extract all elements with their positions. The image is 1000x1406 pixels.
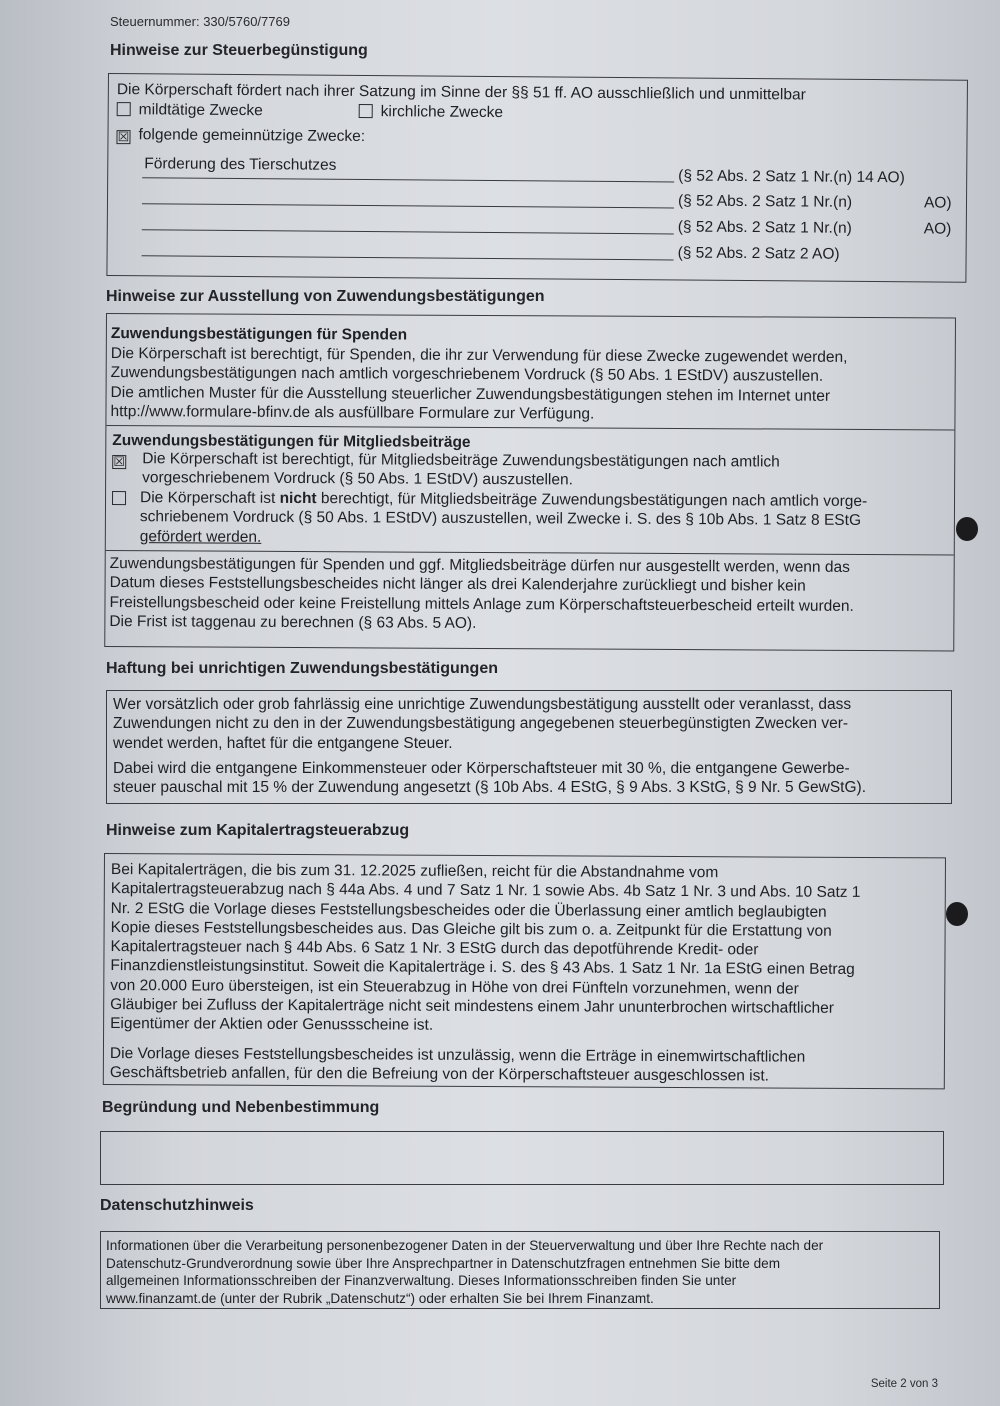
- checkbox-berechtigt[interactable]: ☒: [113, 454, 126, 470]
- kapitalertrag-text-a: [110, 860, 861, 1038]
- checkbox-kirchlich[interactable]: [359, 104, 373, 118]
- section-heading-ausstellung: Hinweise zur Ausstellung von Zuwendungsbestätigungen: [106, 288, 545, 305]
- purpose-text-1: Förderung des Tierschutzes: [144, 155, 337, 174]
- berechtigt-text: [142, 449, 780, 491]
- nicht-berechtigt-text: [140, 488, 867, 550]
- option-kirchlich: [359, 102, 503, 122]
- begruendung-box: [100, 1131, 944, 1185]
- kapitalertrag-box: [103, 853, 946, 1089]
- section-heading-steuerbeguenstigung: Hinweise zur Steuerbegünstigung: [110, 42, 368, 59]
- berechtigt-line: Die Körperschaft ist berechtigt, für Mitgliedsbeiträge Zuwendungsbestätigungen nach amtlich: [142, 450, 780, 471]
- purpose-line-4: [142, 255, 674, 260]
- purpose-ref-2-end: AO): [923, 194, 952, 212]
- mitglied-title: Zuwendungsbestätigungen für Mitgliedsbeiträge: [112, 432, 471, 451]
- datenschutz-line: Datenschutz-Grundverordnung sowie über Ihre Ansprechpartner in Datenschutzfragen entnehmen Sie bitte dem: [106, 1255, 781, 1271]
- frist-line: Die Frist ist taggenau zu berechnen (§ 63 Abs. 5 AO).: [109, 612, 477, 632]
- haftung-text-a: [113, 695, 851, 753]
- spenden-text: [110, 344, 847, 425]
- purpose-ref-2: (§ 52 Abs. 2 Satz 1 Nr.(n): [677, 192, 853, 211]
- option-kirchlich-label: kirchliche Zwecke: [380, 103, 504, 122]
- option-gemeinnuetzig: [116, 125, 365, 146]
- datenschutz-line: Informationen über die Verarbeitung personenbezogener Daten in der Steuerverwaltung und über Ihre Rechte nach der: [106, 1238, 824, 1253]
- haftung-line: Wer vorsätzlich oder grob fahrlässig eine unrichtige Zuwendungsbestätigung ausstellt oder veranlasst, dass: [113, 696, 852, 713]
- nicht-post: berechtigt, für Mitgliedsbeiträge Zuwendungsbestätigungen nach amtlich vorge-: [316, 490, 868, 510]
- datenschutz-box: [100, 1231, 940, 1309]
- haftung-text-b: [113, 759, 866, 798]
- section-heading-datenschutz: Datenschutzhinweis: [100, 1197, 254, 1214]
- purpose-line-1: [142, 177, 674, 182]
- frist-line: Freistellungsbescheid oder keine Freistellung mittels Anlage zum Körperschaftsteuerbescheid erteilt wurden.: [109, 593, 854, 615]
- haftung-line: Dabei wird die entgangene Einkommensteuer oder Körperschaftsteuer mit 30 %, die entgangene Gewerbe-: [113, 760, 850, 777]
- nicht-line: gefördert werden.: [139, 527, 262, 546]
- checkbox-nicht-berechtigt[interactable]: [112, 491, 126, 505]
- purpose-ref-1: (§ 52 Abs. 2 Satz 1 Nr.(n) 14 AO): [678, 167, 905, 187]
- purpose-line-3: [142, 229, 674, 234]
- spenden-line: Die Körperschaft ist berechtigt, für Spenden, die ihr zur Verwendung für diese Zwecke zugewendet werden,: [110, 345, 848, 366]
- divider: [106, 425, 954, 430]
- spenden-line: Zuwendungsbestätigungen nach amtlich vorgeschriebenem Vordruck (§ 50 Abs. 1 EStDV) auszustellen.: [110, 364, 824, 386]
- kapitalertrag-line: Nr. 2 EStG die Vorlage dieses Feststellungsbescheides oder die Überlassung einer amtlich beglaubigten: [110, 899, 827, 921]
- purpose-ref-3-end: AO): [923, 220, 952, 238]
- spenden-link-line[interactable]: http://www.formulare-bfinv.de als ausfüllbare Formulare zur Verfügung.: [110, 402, 595, 423]
- purpose-ref-3: (§ 52 Abs. 2 Satz 1 Nr.(n): [677, 218, 852, 237]
- purpose-line-2: [142, 203, 674, 208]
- purpose-ref-4: (§ 52 Abs. 2 Satz 2 AO): [677, 244, 840, 263]
- tax-number: Steuernummer: 330/5760/7769: [110, 14, 290, 29]
- option-mildtaetig-label: mildtätige Zwecke: [138, 101, 263, 120]
- intro-text: Die Körperschaft fördert nach ihrer Satzung im Sinne der §§ 51 ff. AO ausschließlich und unmittelbar: [116, 81, 806, 104]
- datenschutz-line: allgemeinen Informationsschreiben der Finanzverwaltung. Dieses Informationsschreiben finden Sie unter: [106, 1273, 737, 1288]
- option-mildtaetig: [117, 100, 263, 120]
- kapitalertrag-line: Geschäftsbetrieb anfallen, für den die Befreiung von der Körperschaftsteuer ausgeschlossen ist.: [109, 1064, 770, 1085]
- option-gemeinnuetzig-label: folgende gemeinnützige Zwecke:: [138, 126, 366, 146]
- kapitalertrag-line: von 20.000 Euro übersteigen, ist ein Steuerabzug in Höhe von drei Fünfteln vorzunehmen, wenn der: [110, 976, 799, 998]
- kapitalertrag-text-b: [110, 1044, 805, 1086]
- spenden-title: Zuwendungsbestätigungen für Spenden: [110, 325, 408, 344]
- punch-hole: [956, 517, 978, 541]
- section-heading-begruendung: Begründung und Nebenbestimmung: [102, 1099, 380, 1116]
- frist-line: Zuwendungsbestätigungen für Spenden und ggf. Mitgliedsbeiträge dürfen nur ausgestellt werden, wenn das: [109, 555, 850, 576]
- frist-text: [109, 554, 854, 635]
- kapitalertrag-line: Kopie dieses Feststellungsbescheides aus. Das Gleiche gilt bis zum o. a. Zeitpunkt für die Erstattung von: [110, 918, 832, 940]
- section-heading-haftung: Haftung bei unrichtigen Zuwendungsbestätigungen: [106, 660, 498, 677]
- haftung-line: Zuwendungen nicht zu den in der Zuwendungsbestätigung angegebenen steuerbegünstigten Zwecken ver-: [113, 715, 849, 733]
- datenschutz-line: www.finanzamt.de (unter der Rubrik „Datenschutz“) oder erhalten Sie bei Ihrem Finanzamt.: [106, 1290, 654, 1306]
- kapitalertrag-line: Die Vorlage dieses Feststellungsbescheides ist unzulässig, wenn die Erträge in einemwirtschaftlichen: [109, 1045, 806, 1066]
- checkbox-mildtaetig[interactable]: [117, 102, 131, 116]
- spenden-line: Die amtlichen Muster für die Ausstellung steuerlicher Zuwendungsbestätigungen stehen im Internet unter: [110, 383, 831, 405]
- nicht-bold: nicht: [279, 489, 317, 508]
- punch-hole: [946, 902, 968, 926]
- steuerbeguenstigung-box: [106, 73, 968, 283]
- option-nicht-berechtigt: [112, 489, 134, 508]
- page-number: Seite 2 von 3: [870, 1378, 938, 1390]
- kapitalertrag-line: Gläubiger bei Zufluss der Kapitalerträge nicht seit mindestens einem Jahr ununterbrochen wirtschaftlicher: [110, 996, 834, 1017]
- nicht-pre: Die Körperschaft ist: [139, 489, 280, 507]
- kapitalertrag-line: Bei Kapitalerträgen, die bis zum 31. 12.2025 zufließen, reicht für die Abstandnahme vom: [110, 861, 719, 882]
- kapitalertrag-line: Eigentümer der Aktien oder Genussscheine ist.: [110, 1015, 434, 1035]
- kapitalertrag-line: Kapitalertragsteuerabzug nach § 44a Abs. 4 und 7 Satz 1 Nr. 1 sowie Abs. 4b Satz 1 Nr. 3 und Abs. 10 Satz 1: [110, 880, 861, 902]
- checkbox-gemeinnuetzig[interactable]: ☒: [117, 129, 130, 145]
- haftung-line: steuer pauschal mit 15 % der Zuwendung angesetzt (§ 10b Abs. 4 EStG, § 9 Abs. 3 KStG, § 9 Nr. 5 GewStG).: [113, 779, 867, 797]
- option-berechtigt: [112, 450, 134, 469]
- haftung-box: [106, 690, 952, 804]
- section-heading-kapitalertrag: Hinweise zum Kapitalertragsteuerabzug: [106, 822, 410, 839]
- haftung-line: wendet werden, haftet für die entgangene Steuer.: [113, 734, 453, 752]
- kapitalertrag-line: Finanzdienstleistungsinstitut. Soweit die Kapitalerträge i. S. des § 43 Abs. 1 Satz 1 Nr. 1a EStG einen Betrag: [110, 957, 855, 979]
- berechtigt-line: vorgeschriebenem Vordruck (§ 50 Abs. 1 EStDV) auszustellen.: [142, 469, 573, 489]
- ausstellung-box: [104, 313, 956, 651]
- nicht-line: schriebenem Vordruck (§ 50 Abs. 1 EStDV) auszustellen, weil Zwecke i. S. des § 10b Abs. 1 Satz 8 EStG: [139, 508, 862, 530]
- kapitalertrag-line: Kapitalertragsteuer nach § 44b Abs. 6 Satz 1 Nr. 3 EStG durch das depotführende Kredit- oder: [110, 938, 759, 959]
- datenschutz-text: [106, 1237, 823, 1307]
- frist-line: Datum dieses Feststellungsbescheides nicht länger als drei Kalenderjahre zurückliegt und bisher kein: [109, 574, 806, 595]
